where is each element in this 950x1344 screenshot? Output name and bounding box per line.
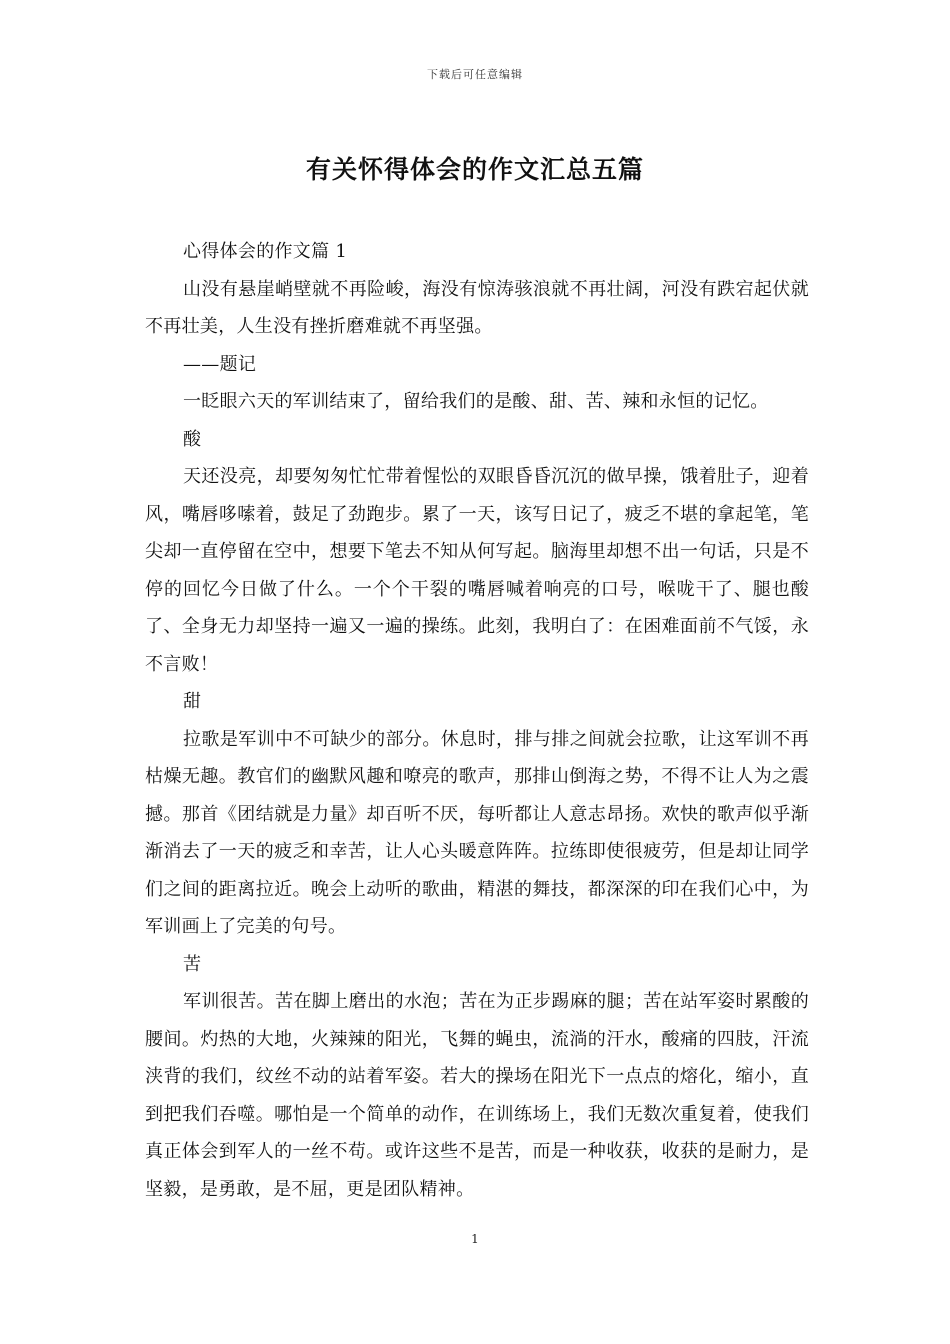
subheading-sweet: 甜 <box>183 691 202 712</box>
subheading-sour: 酸 <box>183 428 202 450</box>
body-paragraph: 拉歌是军训中不可缺少的部分。休息时，排与排之间就会拉歌，让这军训不再枯燥无趣。教官们的幽默风趣和嘹亮的歌声，那排山倒海之势，不得不让人为之震撼。那首《团结就是力量》却百听不厌，每听都让人意志昂扬。欢快的歌声似乎渐渐消去了一天的疲乏和幸苦，让人心头暖意阵阵。拉练即使很疲劳，但是却让同学们之间的距离拉近。晚会上动听的歌曲，精湛的舞技，都深深的印在我们心中，为军训画上了完美的句号。 <box>145 728 809 937</box>
body-paragraph: 山没有悬崖峭壁就不再险峻，海没有惊涛骇浪就不再壮阔，河没有跌宕起伏就不再壮美，人生没有挫折磨难就不再坚强。 <box>145 278 809 337</box>
epigraph-label: ——题记 <box>183 353 257 375</box>
section-heading: 心得体会的作文篇 1 <box>183 241 348 262</box>
body-paragraph: 天还没亮，却要匆匆忙忙带着惺忪的双眼昏昏沉沉的做早操，饿着肚子，迎着风，嘴唇哆嗦着，鼓足了劲跑步。累了一天，该写日记了，疲乏不堪的拿起笔，笔尖却一直停留在空中，想要下笔去不知从何写起。脑海里却想不出一句话，只是不停的回忆今日做了什么。一个个干裂的嘴唇喊着响亮的口号，喉咙干了、腿也酸了、全身无力却坚持一遍又一遍的操练。此刻，我明白了：在困难面前不气馁，永不言败！ <box>145 466 809 675</box>
document-title: 有关怀得体会的作文汇总五篇 <box>305 155 644 184</box>
body-paragraph: 一眨眼六天的军训结束了，留给我们的是酸、甜、苦、辣和永恒的记忆。 <box>183 391 769 412</box>
body-paragraph: 军训很苦。苦在脚上磨出的水泡；苦在为正步踢麻的腿；苦在站军姿时累酸的腰间。灼热的大地，火辣辣的阳光，飞舞的蝇虫，流淌的汗水，酸痛的四肢，汗流浃背的我们，纹丝不动的站着军姿。若大的操场在阳光下一点点的熔化，缩小，直到把我们吞噬。哪怕是一个简单的动作，在训练场上，我们无数次重复着，使我们真正体会到军人的一丝不苟。或许这些不是苦，而是一种收获，收获的是耐力，是坚毅，是勇敢，是不屈，更是团队精神。 <box>145 991 809 1200</box>
document-body <box>145 233 809 1208</box>
page-number: 1 <box>471 1232 479 1246</box>
subheading-bitter: 苦 <box>183 953 202 975</box>
page-header-note: 下载后可任意编辑 <box>427 68 523 81</box>
